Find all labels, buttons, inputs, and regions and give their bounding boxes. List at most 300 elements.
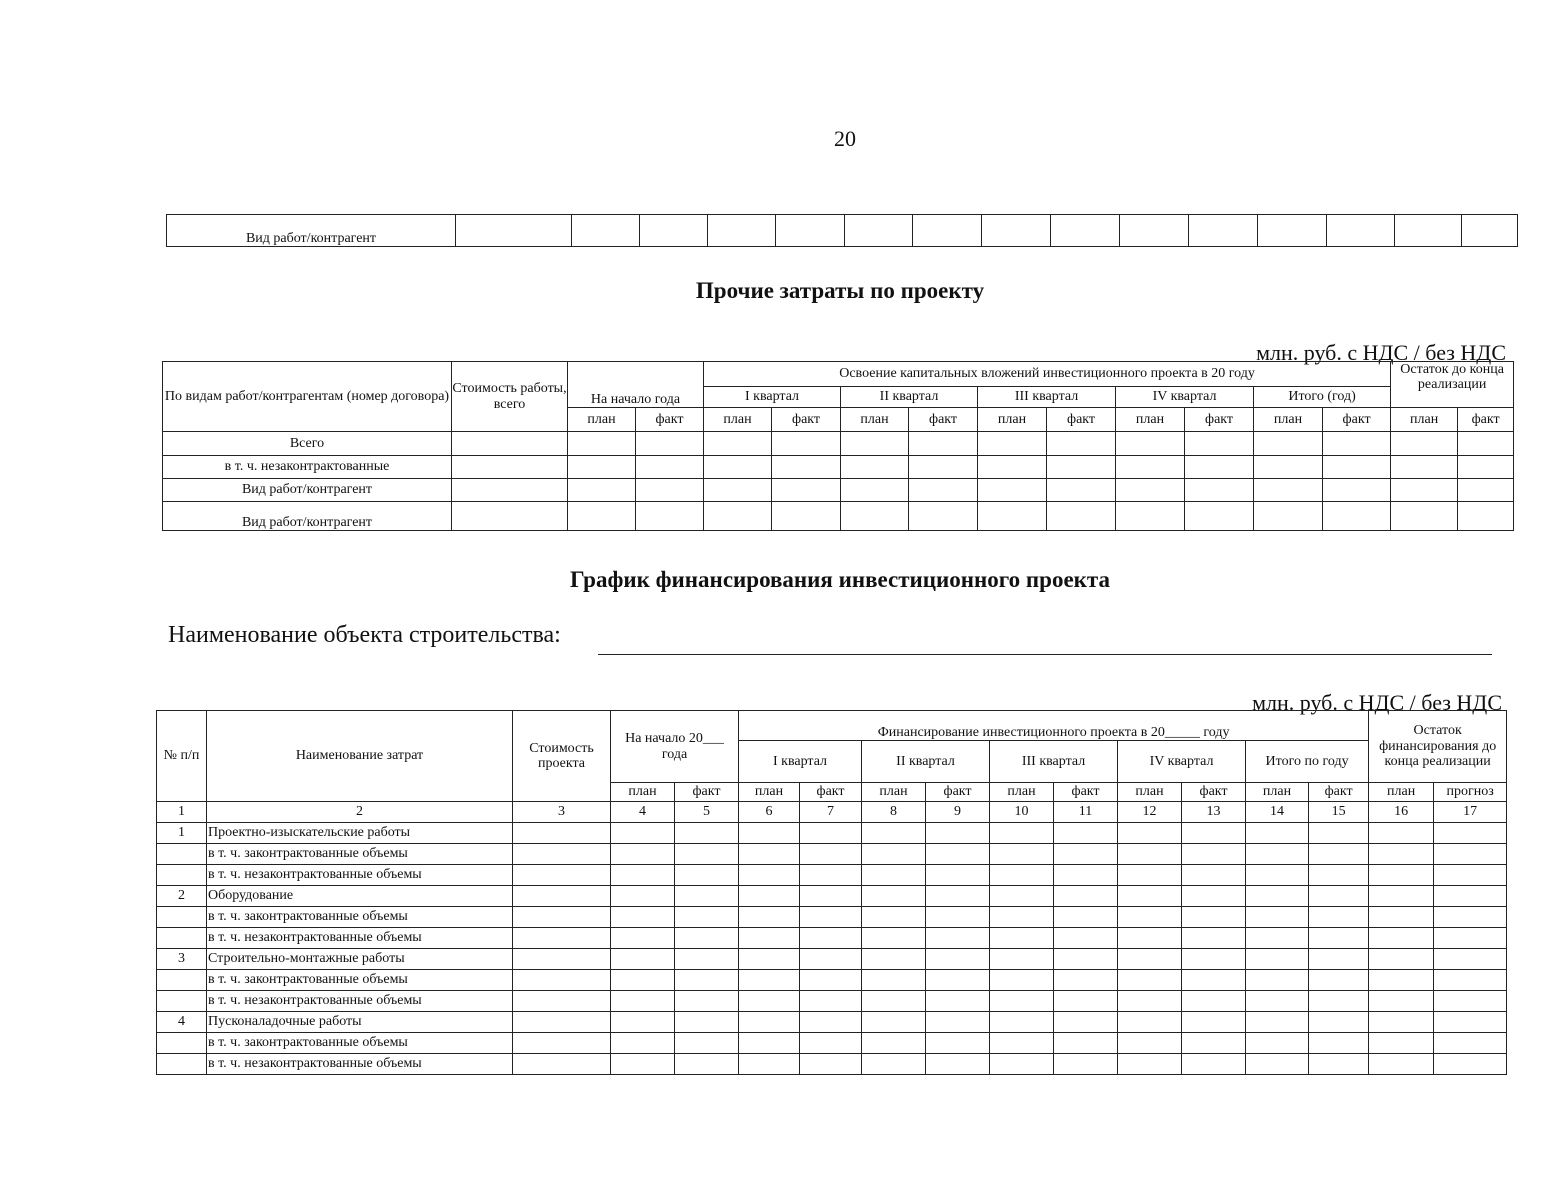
input-cell[interactable]	[862, 865, 926, 886]
input-cell[interactable]	[1054, 865, 1118, 886]
input-cell[interactable]	[862, 949, 926, 970]
input-cell[interactable]	[1246, 844, 1309, 865]
input-cell[interactable]	[800, 823, 862, 844]
input-cell[interactable]	[926, 1033, 990, 1054]
input-cell[interactable]	[1182, 823, 1246, 844]
input-cell[interactable]	[862, 970, 926, 991]
header-project-cost: Стоимость проекта	[513, 711, 611, 802]
input-cell[interactable]	[1185, 432, 1254, 456]
column-number: 10	[990, 802, 1054, 823]
other-costs-units: млн. руб. с НДС / без НДС	[1256, 340, 1506, 365]
header-by-type: По видам работ/контрагентам (номер договора)	[163, 362, 452, 432]
table-row	[157, 1012, 1507, 1033]
header-plan: план	[862, 783, 926, 802]
input-cell[interactable]	[739, 991, 800, 1012]
input-cell[interactable]	[1185, 456, 1254, 479]
header-plan: план	[739, 783, 800, 802]
row-name: Строительно-монтажные работы	[207, 949, 513, 970]
input-cell[interactable]	[800, 1054, 862, 1075]
input-cell[interactable]	[739, 970, 800, 991]
input-cell[interactable]	[1369, 823, 1434, 844]
input-cell[interactable]	[1309, 823, 1369, 844]
input-cell[interactable]	[1054, 1033, 1118, 1054]
input-cell[interactable]	[739, 928, 800, 949]
input-cell[interactable]	[636, 479, 704, 502]
header-plan: план	[978, 408, 1047, 432]
table-row	[157, 1054, 1507, 1075]
input-cell[interactable]	[739, 865, 800, 886]
row-name: в т. ч. законтрактованные объемы	[207, 844, 513, 865]
input-cell[interactable]	[1434, 844, 1507, 865]
input-cell[interactable]	[611, 823, 675, 844]
header-fact: факт	[1054, 783, 1118, 802]
input-cell[interactable]	[841, 456, 909, 479]
header-fact: факт	[1182, 783, 1246, 802]
input-cell[interactable]	[452, 432, 568, 456]
input-cell[interactable]	[704, 432, 772, 456]
input-cell[interactable]	[1118, 886, 1182, 907]
row-number	[157, 1054, 207, 1075]
input-cell[interactable]	[990, 844, 1054, 865]
input-cell[interactable]	[568, 502, 636, 531]
input-cell[interactable]	[1309, 844, 1369, 865]
input-cell[interactable]	[1369, 928, 1434, 949]
financing-title: График финансирования инвестиционного проекта	[570, 567, 1110, 592]
input-cell[interactable]	[1182, 886, 1246, 907]
input-cell[interactable]	[568, 456, 636, 479]
table-row	[157, 823, 1507, 844]
input-cell[interactable]	[675, 844, 739, 865]
row-name: в т. ч. незаконтрактованные объемы	[207, 1054, 513, 1075]
input-cell[interactable]	[1182, 928, 1246, 949]
input-cell[interactable]	[1323, 502, 1391, 531]
input-cell[interactable]	[739, 907, 800, 928]
input-cell[interactable]	[1309, 991, 1369, 1012]
input-cell[interactable]	[909, 502, 978, 531]
input-cell[interactable]	[1309, 970, 1369, 991]
row-name: Оборудование	[207, 886, 513, 907]
input-cell[interactable]	[1185, 479, 1254, 502]
input-cell[interactable]	[1458, 432, 1514, 456]
input-cell[interactable]	[926, 1054, 990, 1075]
input-cell[interactable]	[1254, 502, 1323, 531]
input-cell[interactable]	[675, 886, 739, 907]
input-cell[interactable]	[990, 1033, 1054, 1054]
input-cell[interactable]	[926, 991, 990, 1012]
input-cell[interactable]	[926, 886, 990, 907]
input-cell[interactable]	[800, 970, 862, 991]
input-cell[interactable]	[926, 970, 990, 991]
input-cell[interactable]	[1323, 456, 1391, 479]
input-cell[interactable]	[739, 1033, 800, 1054]
input-cell[interactable]	[1434, 949, 1507, 970]
input-cell[interactable]	[1047, 432, 1116, 456]
input-cell[interactable]	[1391, 479, 1458, 502]
input-cell[interactable]	[513, 1033, 611, 1054]
input-cell[interactable]	[611, 886, 675, 907]
column-number: 11	[1054, 802, 1118, 823]
input-cell[interactable]	[1369, 1012, 1434, 1033]
input-cell[interactable]	[800, 865, 862, 886]
input-cell[interactable]	[772, 479, 841, 502]
header-plan: план	[1246, 783, 1309, 802]
input-cell[interactable]	[1391, 456, 1458, 479]
top-fragment-table	[166, 214, 1518, 247]
input-cell[interactable]	[1309, 907, 1369, 928]
input-cell[interactable]	[1054, 886, 1118, 907]
input-cell[interactable]	[1118, 970, 1182, 991]
input-cell[interactable]	[611, 907, 675, 928]
input-cell[interactable]	[1434, 907, 1507, 928]
input-cell[interactable]	[990, 865, 1054, 886]
input-cell[interactable]	[926, 949, 990, 970]
input-cell[interactable]	[800, 907, 862, 928]
header-total-year: Итого (год)	[1254, 387, 1391, 408]
input-cell[interactable]	[800, 991, 862, 1012]
input-cell[interactable]	[1369, 886, 1434, 907]
input-cell[interactable]	[990, 823, 1054, 844]
row-name: Пусконаладочные работы	[207, 1012, 513, 1033]
input-cell[interactable]	[800, 1033, 862, 1054]
input-cell[interactable]	[1246, 949, 1309, 970]
input-cell[interactable]	[513, 865, 611, 886]
input-cell[interactable]	[568, 479, 636, 502]
input-cell[interactable]	[739, 886, 800, 907]
input-cell[interactable]	[772, 502, 841, 531]
table-row	[157, 886, 1507, 907]
input-cell[interactable]	[1182, 1033, 1246, 1054]
header-fact: факт	[1458, 408, 1514, 432]
input-cell[interactable]	[1054, 928, 1118, 949]
input-cell[interactable]	[1391, 502, 1458, 531]
input-cell[interactable]	[675, 865, 739, 886]
input-cell[interactable]	[568, 432, 636, 456]
input-cell[interactable]	[909, 479, 978, 502]
input-cell[interactable]	[636, 432, 704, 456]
input-cell[interactable]	[1118, 1012, 1182, 1033]
input-cell[interactable]	[1116, 432, 1185, 456]
input-cell[interactable]	[611, 1012, 675, 1033]
row-label: Вид работ/контрагент	[167, 215, 456, 247]
input-cell[interactable]	[1246, 1012, 1309, 1033]
input-cell[interactable]	[926, 1012, 990, 1033]
input-cell[interactable]	[990, 886, 1054, 907]
input-cell[interactable]	[1434, 1054, 1507, 1075]
input-cell[interactable]	[1369, 949, 1434, 970]
input-cell[interactable]	[990, 1054, 1054, 1075]
input-cell[interactable]	[978, 456, 1047, 479]
input-cell[interactable]	[1182, 865, 1246, 886]
input-cell[interactable]	[452, 456, 568, 479]
input-cell[interactable]	[1182, 1012, 1246, 1033]
row-number	[157, 865, 207, 886]
input-cell[interactable]	[1246, 928, 1309, 949]
header-q2: II квартал	[862, 741, 990, 783]
input-cell[interactable]	[611, 970, 675, 991]
header-fact: факт	[772, 408, 841, 432]
input-cell[interactable]	[800, 844, 862, 865]
input-cell[interactable]	[611, 928, 675, 949]
input-cell[interactable]	[990, 928, 1054, 949]
input-cell[interactable]	[1118, 928, 1182, 949]
input-cell[interactable]	[704, 502, 772, 531]
input-cell[interactable]	[739, 1012, 800, 1033]
input-cell[interactable]	[513, 1012, 611, 1033]
input-cell[interactable]	[926, 907, 990, 928]
input-cell[interactable]	[611, 844, 675, 865]
input-cell[interactable]	[611, 1033, 675, 1054]
input-cell[interactable]	[1254, 479, 1323, 502]
input-cell[interactable]	[909, 456, 978, 479]
input-cell[interactable]	[739, 844, 800, 865]
input-cell[interactable]	[1369, 844, 1434, 865]
input-cell[interactable]	[1246, 865, 1309, 886]
input-cell[interactable]	[1047, 479, 1116, 502]
input-cell[interactable]	[990, 907, 1054, 928]
input-cell[interactable]	[704, 456, 772, 479]
row-number	[157, 844, 207, 865]
input-cell[interactable]	[862, 886, 926, 907]
input-cell[interactable]	[513, 970, 611, 991]
input-cell[interactable]	[1118, 991, 1182, 1012]
input-cell[interactable]	[675, 907, 739, 928]
column-number: 7	[800, 802, 862, 823]
input-cell[interactable]	[800, 928, 862, 949]
input-cell[interactable]	[862, 991, 926, 1012]
row-name: Проектно-изыскательские работы	[207, 823, 513, 844]
row-number	[157, 970, 207, 991]
input-cell[interactable]	[739, 1054, 800, 1075]
input-cell[interactable]	[1054, 1054, 1118, 1075]
column-number: 14	[1246, 802, 1309, 823]
input-cell[interactable]	[1246, 886, 1309, 907]
input-cell[interactable]	[636, 456, 704, 479]
input-cell[interactable]	[1182, 991, 1246, 1012]
object-name-field[interactable]	[598, 654, 1492, 655]
input-cell[interactable]	[1246, 991, 1309, 1012]
header-plan: план	[704, 408, 772, 432]
input-cell[interactable]	[1254, 456, 1323, 479]
input-cell[interactable]	[1118, 949, 1182, 970]
input-cell[interactable]	[1182, 1054, 1246, 1075]
input-cell[interactable]	[1118, 907, 1182, 928]
input-cell[interactable]	[675, 991, 739, 1012]
input-cell[interactable]	[862, 1012, 926, 1033]
input-cell[interactable]	[990, 991, 1054, 1012]
input-cell[interactable]	[990, 949, 1054, 970]
input-cell[interactable]	[452, 479, 568, 502]
column-number: 2	[207, 802, 513, 823]
input-cell[interactable]	[772, 456, 841, 479]
input-cell[interactable]	[1054, 844, 1118, 865]
input-cell[interactable]	[1434, 886, 1507, 907]
input-cell[interactable]	[1458, 479, 1514, 502]
input-cell[interactable]	[1054, 907, 1118, 928]
other-costs-title: Прочие затраты по проекту	[695, 278, 985, 303]
header-plan: план	[568, 408, 636, 432]
row-number: 4	[157, 1012, 207, 1033]
input-cell[interactable]	[513, 886, 611, 907]
input-cell[interactable]	[862, 1033, 926, 1054]
input-cell[interactable]	[513, 928, 611, 949]
input-cell[interactable]	[739, 949, 800, 970]
input-cell[interactable]	[1434, 928, 1507, 949]
input-cell[interactable]	[990, 1012, 1054, 1033]
input-cell[interactable]	[1369, 991, 1434, 1012]
input-cell[interactable]	[611, 991, 675, 1012]
input-cell[interactable]	[675, 823, 739, 844]
input-cell[interactable]	[1369, 970, 1434, 991]
input-cell[interactable]	[452, 502, 568, 531]
header-plan: план	[1116, 408, 1185, 432]
input-cell[interactable]	[1118, 1033, 1182, 1054]
input-cell[interactable]	[1254, 432, 1323, 456]
header-fact: факт	[1047, 408, 1116, 432]
input-cell[interactable]	[862, 1054, 926, 1075]
input-cell[interactable]	[513, 991, 611, 1012]
input-cell[interactable]	[611, 949, 675, 970]
input-cell[interactable]	[1054, 823, 1118, 844]
input-cell[interactable]	[675, 1033, 739, 1054]
input-cell[interactable]	[1369, 907, 1434, 928]
input-cell[interactable]	[841, 502, 909, 531]
row-label: в т. ч. незаконтрактованные	[163, 456, 452, 479]
row-number	[157, 1033, 207, 1054]
input-cell[interactable]	[841, 432, 909, 456]
input-cell[interactable]	[1182, 949, 1246, 970]
input-cell[interactable]	[1182, 844, 1246, 865]
input-cell[interactable]	[1246, 1054, 1309, 1075]
input-cell[interactable]	[1309, 949, 1369, 970]
input-cell[interactable]	[1118, 1054, 1182, 1075]
input-cell[interactable]	[800, 886, 862, 907]
input-cell[interactable]	[1054, 949, 1118, 970]
input-cell[interactable]	[1118, 823, 1182, 844]
input-cell[interactable]	[1309, 1054, 1369, 1075]
input-cell[interactable]	[926, 823, 990, 844]
input-cell[interactable]	[611, 865, 675, 886]
input-cell[interactable]	[1047, 502, 1116, 531]
input-cell[interactable]	[1246, 970, 1309, 991]
header-plan: план	[611, 783, 675, 802]
input-cell[interactable]	[1309, 928, 1369, 949]
header-development: Освоение капитальных вложений инвестиционного проекта в 20 году	[704, 362, 1391, 387]
input-cell[interactable]	[862, 844, 926, 865]
row-number	[157, 928, 207, 949]
header-q1: I квартал	[739, 741, 862, 783]
header-cost-name: Наименование затрат	[207, 711, 513, 802]
input-cell[interactable]	[1246, 907, 1309, 928]
table-row	[163, 502, 1514, 531]
input-cell[interactable]	[1047, 456, 1116, 479]
input-cell[interactable]	[1309, 865, 1369, 886]
input-cell[interactable]	[1116, 502, 1185, 531]
input-cell[interactable]	[1434, 970, 1507, 991]
input-cell[interactable]	[926, 844, 990, 865]
input-cell[interactable]	[772, 432, 841, 456]
input-cell[interactable]	[1246, 823, 1309, 844]
input-cell[interactable]	[1458, 456, 1514, 479]
input-cell[interactable]	[862, 823, 926, 844]
input-cell[interactable]	[1118, 844, 1182, 865]
input-cell[interactable]	[978, 479, 1047, 502]
input-cell[interactable]	[909, 432, 978, 456]
input-cell[interactable]	[675, 949, 739, 970]
input-cell[interactable]	[1323, 432, 1391, 456]
input-cell[interactable]	[862, 907, 926, 928]
input-cell[interactable]	[1182, 970, 1246, 991]
input-cell[interactable]	[739, 823, 800, 844]
input-cell[interactable]	[1434, 823, 1507, 844]
input-cell[interactable]	[704, 479, 772, 502]
input-cell[interactable]	[636, 502, 704, 531]
input-cell[interactable]	[611, 1054, 675, 1075]
input-cell[interactable]	[1369, 1033, 1434, 1054]
input-cell[interactable]	[513, 1054, 611, 1075]
input-cell[interactable]	[675, 1054, 739, 1075]
column-number: 17	[1434, 802, 1507, 823]
header-remainder: Остаток до конца реализации	[1391, 362, 1514, 408]
input-cell[interactable]	[513, 823, 611, 844]
input-cell[interactable]	[978, 502, 1047, 531]
table-row	[157, 907, 1507, 928]
input-cell[interactable]	[926, 928, 990, 949]
input-cell[interactable]	[1434, 865, 1507, 886]
column-number: 13	[1182, 802, 1246, 823]
input-cell[interactable]	[513, 844, 611, 865]
input-cell[interactable]	[1309, 1033, 1369, 1054]
input-cell[interactable]	[1118, 865, 1182, 886]
input-cell[interactable]	[1434, 1033, 1507, 1054]
row-label: Вид работ/контрагент	[163, 479, 452, 502]
input-cell[interactable]	[675, 928, 739, 949]
input-cell[interactable]	[990, 970, 1054, 991]
input-cell[interactable]	[675, 970, 739, 991]
input-cell[interactable]	[926, 865, 990, 886]
input-cell[interactable]	[1116, 479, 1185, 502]
table-row	[157, 844, 1507, 865]
input-cell[interactable]	[800, 1012, 862, 1033]
input-cell[interactable]	[1391, 432, 1458, 456]
header-fact: факт	[926, 783, 990, 802]
input-cell[interactable]	[1309, 886, 1369, 907]
header-plan: план	[1118, 783, 1182, 802]
input-cell[interactable]	[1054, 991, 1118, 1012]
input-cell[interactable]	[862, 928, 926, 949]
input-cell[interactable]	[513, 907, 611, 928]
input-cell[interactable]	[1323, 479, 1391, 502]
input-cell[interactable]	[841, 479, 909, 502]
input-cell[interactable]	[1246, 1033, 1309, 1054]
input-cell[interactable]	[1182, 907, 1246, 928]
input-cell[interactable]	[1054, 1012, 1118, 1033]
input-cell[interactable]	[1369, 1054, 1434, 1075]
input-cell[interactable]	[1369, 865, 1434, 886]
input-cell[interactable]	[1434, 1012, 1507, 1033]
input-cell[interactable]	[675, 1012, 739, 1033]
input-cell[interactable]	[1116, 456, 1185, 479]
input-cell[interactable]	[1185, 502, 1254, 531]
input-cell[interactable]	[800, 949, 862, 970]
input-cell[interactable]	[1434, 991, 1507, 1012]
input-cell[interactable]	[1458, 502, 1514, 531]
input-cell[interactable]	[978, 432, 1047, 456]
input-cell[interactable]	[513, 949, 611, 970]
table-row	[157, 1033, 1507, 1054]
header-fact: факт	[1309, 783, 1369, 802]
input-cell[interactable]	[1309, 1012, 1369, 1033]
input-cell[interactable]	[1054, 970, 1118, 991]
